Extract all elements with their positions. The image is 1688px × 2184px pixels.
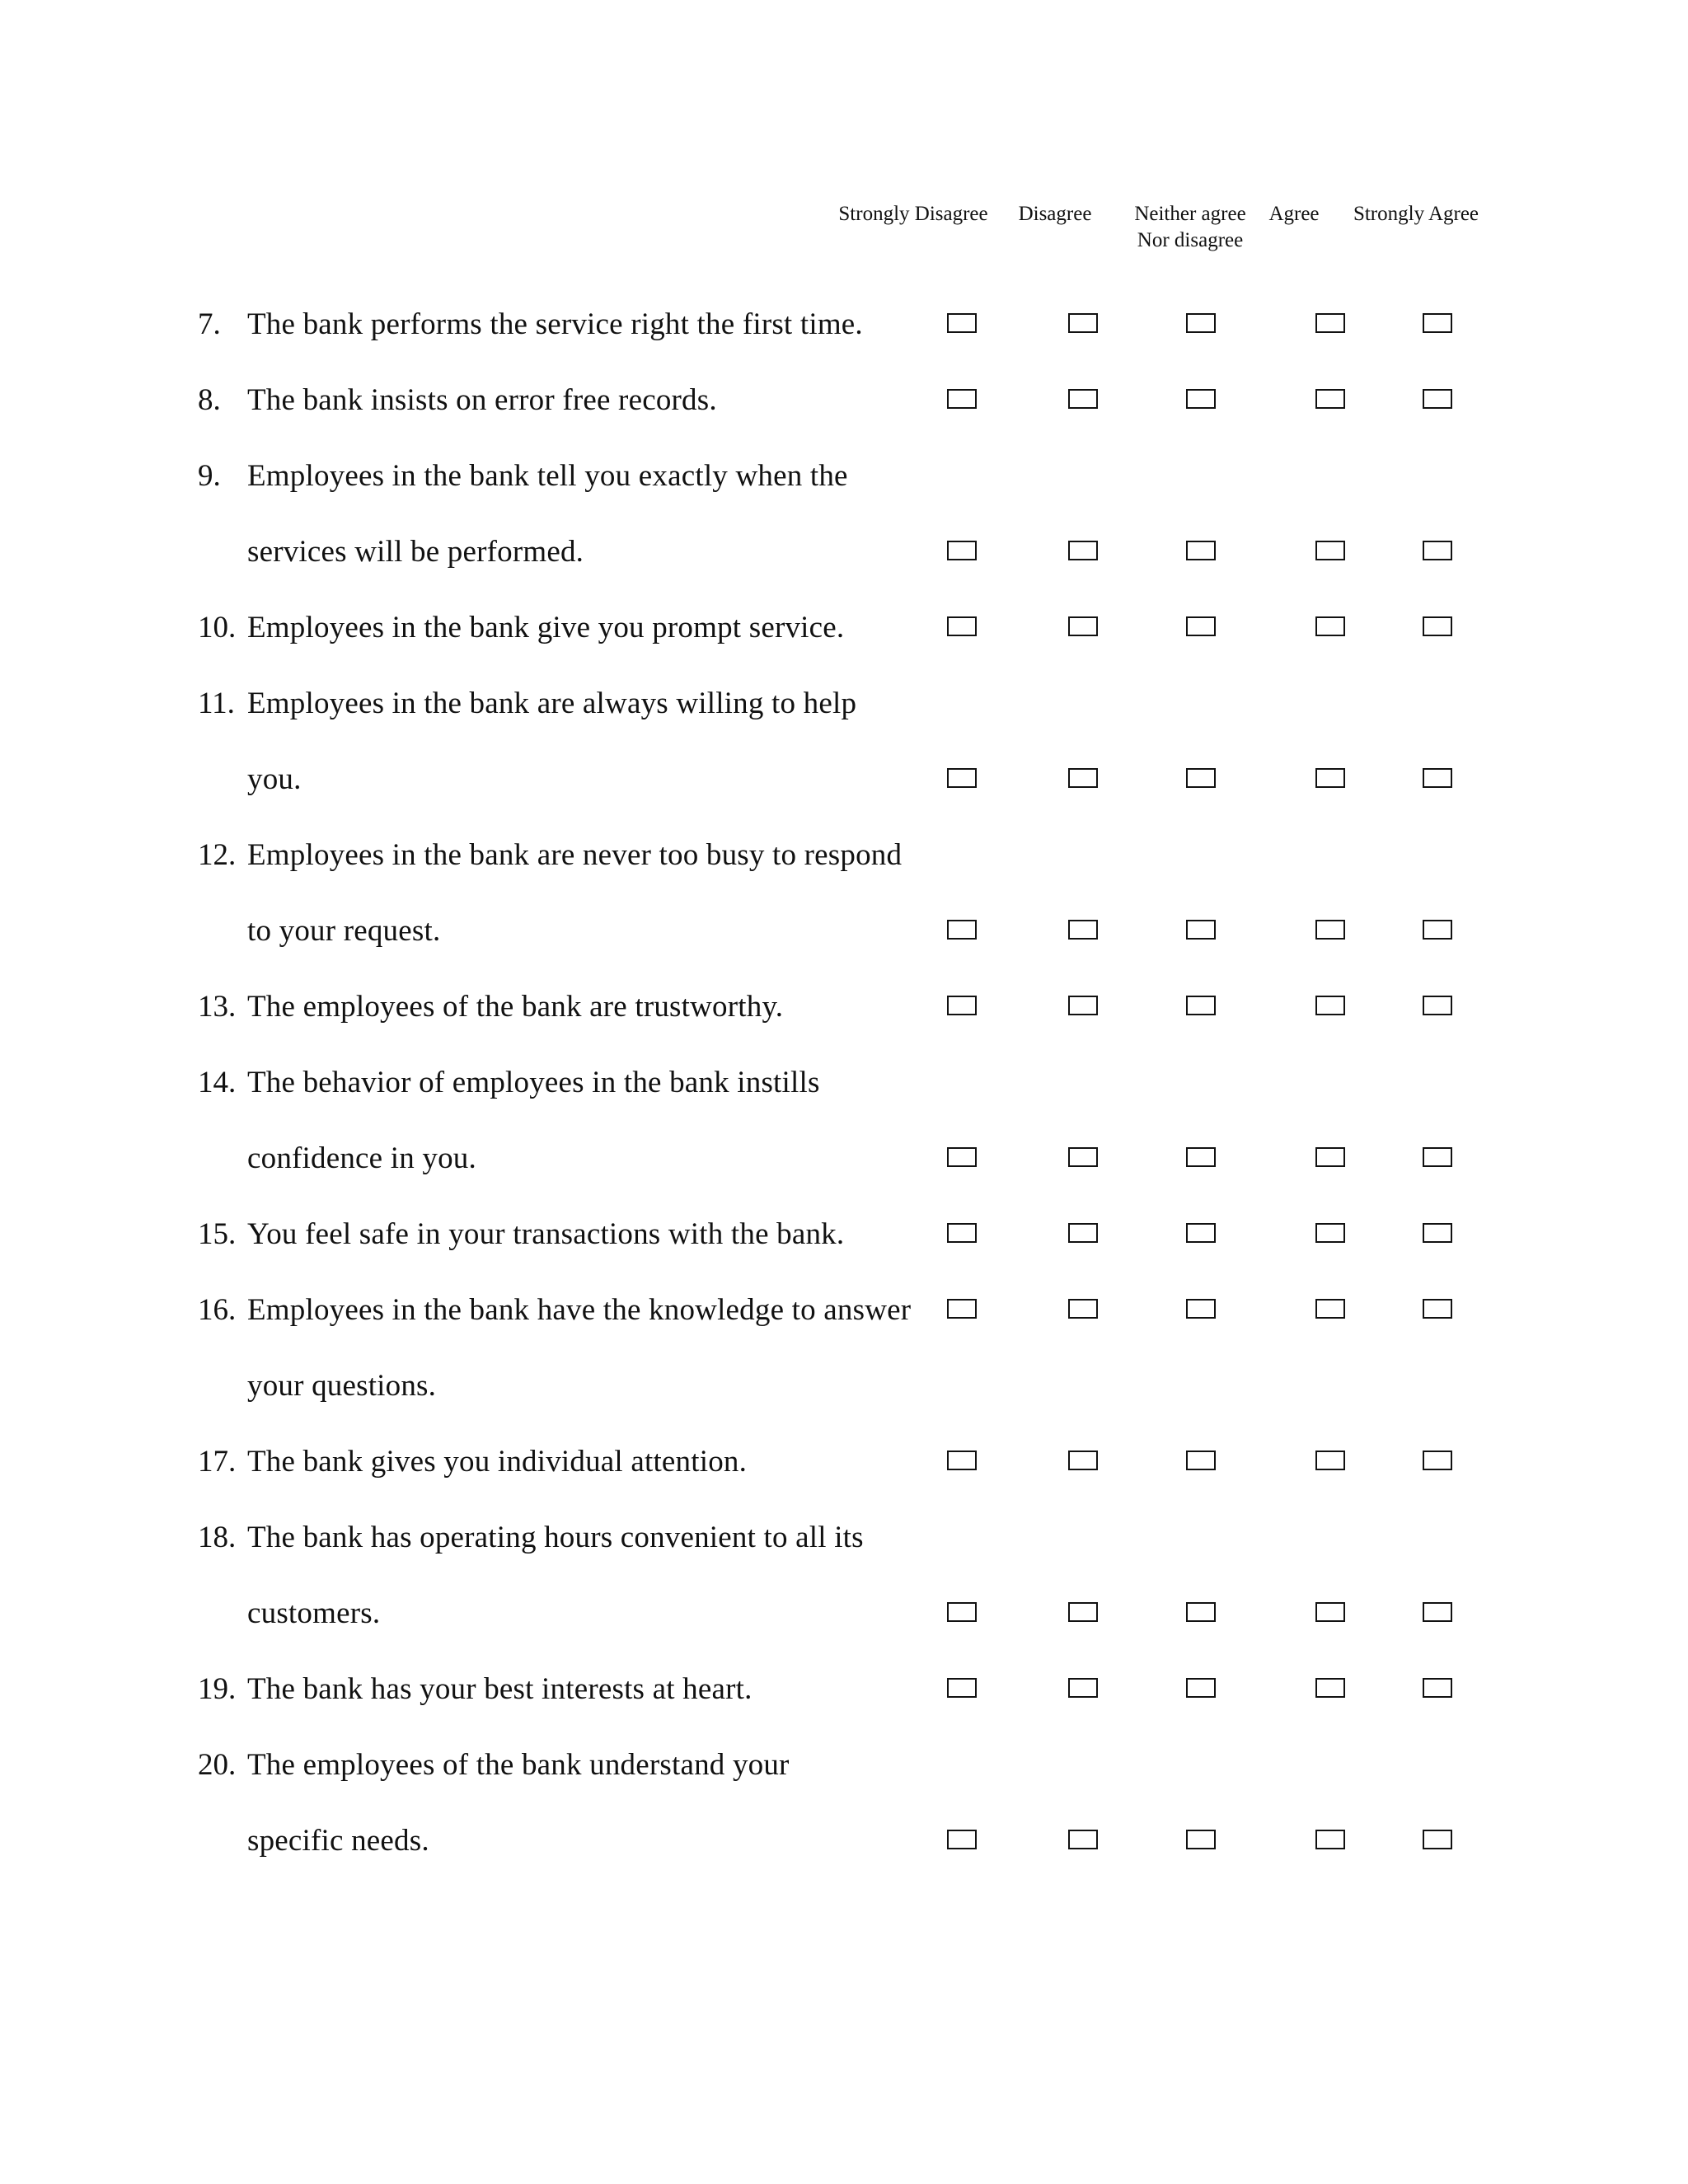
checkbox-strongly-disagree[interactable] <box>947 996 977 1015</box>
checkbox-strongly-agree[interactable] <box>1423 996 1452 1015</box>
checkbox-disagree[interactable] <box>1068 768 1098 788</box>
question-text: Employees in the bank give you prompt service. <box>247 611 845 644</box>
checkbox-agree[interactable] <box>1315 768 1345 788</box>
checkbox-strongly-agree[interactable] <box>1423 1451 1452 1470</box>
question-number: 9. <box>198 459 221 493</box>
checkbox-neither[interactable] <box>1186 1451 1216 1470</box>
checkbox-strongly-disagree[interactable] <box>947 920 977 940</box>
question-text: Employees in the bank are always willing to help <box>247 687 857 720</box>
checkbox-strongly-disagree[interactable] <box>947 1451 977 1470</box>
question-number: 7. <box>198 307 221 341</box>
checkbox-strongly-agree[interactable] <box>1423 1147 1452 1167</box>
checkbox-strongly-agree[interactable] <box>1423 1223 1452 1243</box>
question-number: 8. <box>198 383 221 417</box>
checkbox-agree[interactable] <box>1315 1451 1345 1470</box>
checkbox-disagree[interactable] <box>1068 1678 1098 1698</box>
checkbox-strongly-disagree[interactable] <box>947 1299 977 1319</box>
question-text: Employees in the bank are never too busy to respond <box>247 838 903 872</box>
checkbox-neither[interactable] <box>1186 313 1216 333</box>
question-number: 11. <box>198 687 235 720</box>
checkbox-strongly-disagree[interactable] <box>947 1830 977 1849</box>
question-number: 10. <box>198 611 237 644</box>
checkbox-agree[interactable] <box>1315 1678 1345 1698</box>
checkbox-agree[interactable] <box>1315 1830 1345 1849</box>
checkbox-agree[interactable] <box>1315 1147 1345 1167</box>
checkbox-strongly-agree[interactable] <box>1423 1678 1452 1698</box>
scale-header-strongly-agree <box>1353 201 1479 227</box>
question-text: The bank gives you individual attention. <box>247 1445 748 1479</box>
checkbox-neither[interactable] <box>1186 1830 1216 1849</box>
checkbox-strongly-disagree[interactable] <box>947 313 977 333</box>
checkbox-strongly-disagree[interactable] <box>947 541 977 560</box>
checkbox-strongly-disagree[interactable] <box>947 1147 977 1167</box>
checkbox-neither[interactable] <box>1186 996 1216 1015</box>
scale-header-disagree <box>1019 201 1092 227</box>
checkbox-disagree[interactable] <box>1068 616 1098 636</box>
checkbox-agree[interactable] <box>1315 1299 1345 1319</box>
question-text: The bank has your best interests at heart. <box>247 1672 753 1706</box>
scale-header-label: Disagree <box>1018 203 1092 225</box>
checkbox-neither[interactable] <box>1186 1223 1216 1243</box>
checkbox-agree[interactable] <box>1315 1223 1345 1243</box>
scale-header-label: Strongly Disagree <box>838 203 988 225</box>
question-text: Employees in the bank have the knowledge to answer <box>247 1293 912 1327</box>
checkbox-agree[interactable] <box>1315 313 1345 333</box>
scale-header-label: Strongly Agree <box>1353 203 1479 225</box>
question-text: The employees of the bank are trustworthy. <box>247 990 784 1024</box>
question-text: specific needs. <box>247 1824 429 1858</box>
checkbox-neither[interactable] <box>1186 768 1216 788</box>
question-text: The bank performs the service right the first time. <box>247 307 863 341</box>
checkbox-disagree[interactable] <box>1068 920 1098 940</box>
question-number: 14. <box>198 1066 237 1099</box>
scale-header-strongly-disagree <box>838 201 987 227</box>
checkbox-strongly-agree[interactable] <box>1423 389 1452 409</box>
checkbox-neither[interactable] <box>1186 1147 1216 1167</box>
checkbox-agree[interactable] <box>1315 616 1345 636</box>
checkbox-strongly-agree[interactable] <box>1423 768 1452 788</box>
checkbox-neither[interactable] <box>1186 920 1216 940</box>
checkbox-disagree[interactable] <box>1068 1830 1098 1849</box>
question-text: The bank has operating hours convenient to all its <box>247 1521 864 1554</box>
question-text: your questions. <box>247 1369 437 1403</box>
question-text: The employees of the bank understand your <box>247 1748 790 1782</box>
checkbox-strongly-agree[interactable] <box>1423 1830 1452 1849</box>
checkbox-disagree[interactable] <box>1068 1147 1098 1167</box>
checkbox-neither[interactable] <box>1186 389 1216 409</box>
question-number: 18. <box>198 1521 237 1554</box>
checkbox-disagree[interactable] <box>1068 313 1098 333</box>
question-text: Employees in the bank tell you exactly when the <box>247 459 848 493</box>
checkbox-disagree[interactable] <box>1068 1602 1098 1622</box>
question-text: customers. <box>247 1596 381 1630</box>
checkbox-strongly-disagree[interactable] <box>947 616 977 636</box>
checkbox-neither[interactable] <box>1186 1678 1216 1698</box>
question-text: confidence in you. <box>247 1141 476 1175</box>
checkbox-strongly-agree[interactable] <box>1423 1299 1452 1319</box>
question-number: 17. <box>198 1445 237 1479</box>
question-text: You feel safe in your transactions with the bank. <box>247 1217 845 1251</box>
checkbox-strongly-agree[interactable] <box>1423 920 1452 940</box>
checkbox-strongly-agree[interactable] <box>1423 313 1452 333</box>
checkbox-strongly-disagree[interactable] <box>947 768 977 788</box>
checkbox-neither[interactable] <box>1186 616 1216 636</box>
checkbox-strongly-disagree[interactable] <box>947 1678 977 1698</box>
question-number: 12. <box>198 838 237 872</box>
checkbox-disagree[interactable] <box>1068 541 1098 560</box>
scale-header-label: Nor disagree <box>1137 229 1244 251</box>
checkbox-strongly-agree[interactable] <box>1423 1602 1452 1622</box>
checkbox-neither[interactable] <box>1186 541 1216 560</box>
checkbox-neither[interactable] <box>1186 1602 1216 1622</box>
question-number: 13. <box>198 990 237 1024</box>
checkbox-disagree[interactable] <box>1068 389 1098 409</box>
checkbox-strongly-disagree[interactable] <box>947 389 977 409</box>
question-text: services will be performed. <box>247 535 584 569</box>
checkbox-neither[interactable] <box>1186 1299 1216 1319</box>
checkbox-disagree[interactable] <box>1068 1451 1098 1470</box>
checkbox-agree[interactable] <box>1315 389 1345 409</box>
question-number: 16. <box>198 1293 237 1327</box>
checkbox-disagree[interactable] <box>1068 1223 1098 1243</box>
scale-header-label: Neither agree <box>1134 203 1246 225</box>
checkbox-agree[interactable] <box>1315 996 1345 1015</box>
question-number: 15. <box>198 1217 237 1251</box>
question-number: 20. <box>198 1748 237 1782</box>
checkbox-strongly-disagree[interactable] <box>947 1223 977 1243</box>
question-text: to your request. <box>247 914 441 948</box>
checkbox-strongly-agree[interactable] <box>1423 541 1452 560</box>
checkbox-disagree[interactable] <box>1068 1299 1098 1319</box>
question-number: 19. <box>198 1672 237 1706</box>
checkbox-disagree[interactable] <box>1068 996 1098 1015</box>
checkbox-agree[interactable] <box>1315 1602 1345 1622</box>
scale-header-label: Agree <box>1268 203 1320 225</box>
checkbox-agree[interactable] <box>1315 541 1345 560</box>
checkbox-strongly-disagree[interactable] <box>947 1602 977 1622</box>
scale-header-neither <box>1134 201 1245 254</box>
checkbox-strongly-agree[interactable] <box>1423 616 1452 636</box>
question-text: The behavior of employees in the bank instills <box>247 1066 820 1099</box>
question-text: you. <box>247 762 302 796</box>
question-text: The bank insists on error free records. <box>247 383 717 417</box>
scale-header-agree <box>1268 201 1319 227</box>
checkbox-agree[interactable] <box>1315 920 1345 940</box>
